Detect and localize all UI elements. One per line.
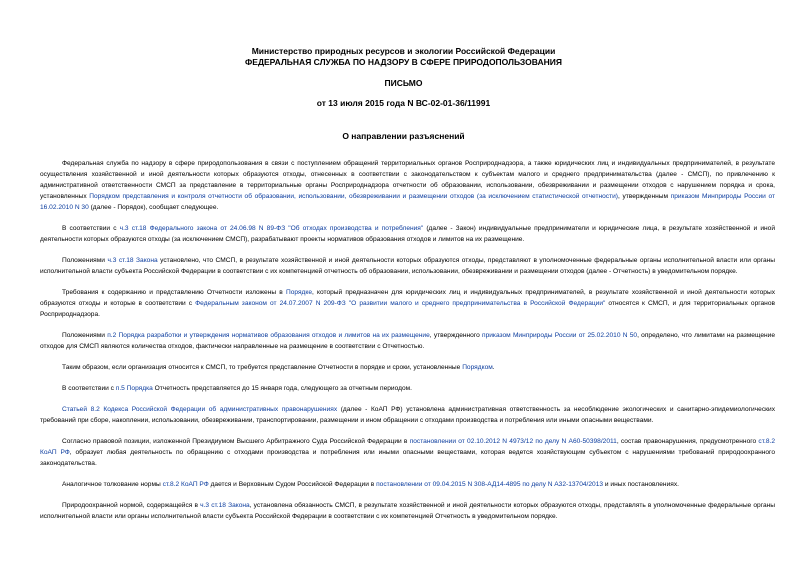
text: (далее - Порядок), сообщает следующее. — [88, 204, 219, 211]
doc-date-number: от 13 июля 2015 года N ВС-02-01-36/11991 — [316, 98, 491, 108]
paragraph-10 — [40, 479, 775, 490]
paragraph-4 — [40, 287, 775, 320]
text: Согласно правовой позиции, изложенной Президиумом Высшего Арбитражного Суда Российской Федерации в — [62, 438, 410, 445]
paragraph-2 — [40, 223, 775, 245]
text: Аналогичное толкование нормы — [62, 481, 163, 488]
text: , утвержденного — [429, 332, 482, 339]
text: Отчетность представляется до 15 января года, следующего за отчетным периодом. — [152, 385, 412, 392]
paragraph-8 — [40, 404, 775, 426]
text: (далее - Закон) индивидуальные предприниматели и юридические лица, в результате хозяйственной и иной деятельности которых образуются отходы (за исключением СМСП), разрабатывают проекты нормативов образования отходов и лимитов на их размещение. — [40, 225, 776, 243]
text: , утвержденным — [618, 193, 671, 200]
text: В соответствии с — [62, 225, 120, 232]
paragraph-11 — [40, 500, 775, 522]
link-koap-article-8-2[interactable]: Статьей 8.2 Кодекса Российской Федерации об административных правонарушениях — [62, 406, 338, 413]
paragraph-5 — [40, 330, 775, 352]
doc-type: ПИСЬМО — [384, 78, 423, 88]
text: дается и Верховным Судом Российской Федерации в — [208, 481, 377, 488]
text: и иных постановлениях. — [603, 481, 679, 488]
paragraph-6 — [40, 362, 775, 373]
text: В соответствии с — [62, 385, 116, 392]
service-name: ФЕДЕРАЛЬНАЯ СЛУЖБА ПО НАДЗОРУ В СФЕРЕ ПРИРОДОПОЛЬЗОВАНИЯ — [245, 57, 562, 67]
paragraph-7 — [40, 383, 775, 394]
link-limits-procedure[interactable]: п.2 Порядка разработки и утверждения нормативов образования отходов и лимитов на их размещение — [107, 332, 430, 339]
link-koap-8-2[interactable]: ст.8.2 КоАП РФ — [162, 481, 209, 488]
text: Федеральная служба по надзору в сфере природопользования в связи с поступлением обращений территориальных органов Росприроднадзора, а также юридических лиц и индивидуальных предпринимателей, в результате осуществления хозяйственной и иной деятельности которых образуются отходы, отнесенных в соответствии с законодательством к субъектам малого и среднего предпринимательства (далее - СМСП), по привлечению к административной ответственности СМСП за представление в территориальные органы Росприроднадзора отчетности об образовании, использовании, обезвреживании и размещении отходов с нарушением порядка и срока, установленных — [40, 160, 775, 200]
doc-subject: О направлении разъяснений — [342, 131, 465, 141]
text: Положениями — [62, 257, 108, 264]
text: , образует любая деятельность по обращению с отходами производства и потребления или иными опасными веществами, которая ведется хозяйствующим субъектом с нарушениями требований природоохранного законодательства. — [40, 449, 775, 467]
ministry-name: Министерство природных ресурсов и экологии Российской Федерации — [251, 46, 556, 56]
text: Природоохранной нормой, содержащейся в — [62, 502, 201, 509]
link-order-30[interactable]: приказом Минприроды России от 16.02.2010 N 30 — [40, 193, 775, 211]
text: . — [492, 364, 495, 371]
text: Таким образом, если организация относится к СМСП, то требуется представление Отчетности в порядке и сроки, установленные — [62, 364, 463, 371]
link-law-article-18[interactable]: ч.3 ст.18 Закона — [200, 502, 250, 509]
text: (далее - КоАП РФ) установлена административная ответственность за несоблюдение экологических и санитарно-эпидемиологических требований при сборе, накоплении, использовании, обезвреживании, транспортировании, размещении и ином обращении с отходами производства и потребления или иными опасными веществами. — [40, 406, 775, 424]
link-supreme-court-ruling[interactable]: постановлении от 09.04.2015 N 308-АД14-4895 по делу N А32-13704/2013 — [376, 481, 604, 488]
link-procedure[interactable]: Порядке — [285, 289, 312, 296]
paragraph-3 — [40, 255, 775, 277]
link-procedure[interactable]: Порядком — [462, 364, 493, 371]
text: Требования к содержанию и представлению Отчетности изложены в — [62, 289, 286, 296]
text: установлено, что СМСП, в результате хозяйственной и иной деятельности которых образуются отходы, представляют в уполномоченные федеральные органы исполнительной власти или органы исполнительной власти субъекта Российской Федерации в соответствии с их компетенцией отчетность об образовании, использовании, обезвреживании и размещении отходов (далее - Отчетность) в уведомительном порядке. — [40, 257, 775, 275]
letter-body — [40, 158, 775, 532]
text: , установлена обязанность СМСП, в результате хозяйственной и иной деятельности которых образуются отходы, представлять в уполномоченные федеральные органы исполнительной власти или органы исполнительной власти субъекта Российской Федерации в соответствии с их компетенцией Отчетность в уведомительном порядке. — [40, 502, 776, 520]
paragraph-1 — [40, 158, 775, 213]
header-block — [0, 46, 807, 68]
paragraph-9 — [40, 436, 775, 469]
link-koap-8-2[interactable]: ст.8.2 КоАП РФ — [40, 438, 775, 456]
text: , который предназначен для юридических лиц и индивидуальных предпринимателей, в результате хозяйственной и иной деятельности которых образуются отходы и которые в соответствии с — [40, 289, 775, 307]
text: относятся к СМСП, и для территориальных органов Росприроднадзора. — [40, 300, 775, 318]
text: , определено, что лимитами на размещение отходов для СМСП являются количества отходов, фактически направленные на размещение в соответствии с Отчетностью. — [40, 332, 775, 350]
link-procedure-item-5[interactable]: п.5 Порядка — [115, 385, 153, 392]
link-reporting-procedure[interactable]: Порядком представления и контроля отчетности об образовании, использовании, обезвреживании и размещении отходов (за исключением статистической отчетности) — [89, 193, 618, 200]
link-law-209fz[interactable]: Федеральным законом от 24.07.2007 N 209-ФЗ "О развитии малого и среднего предпринимательства в Российской Федерации" — [195, 300, 606, 307]
link-vas-ruling[interactable]: постановлении от 02.10.2012 N 4973/12 по делу N А60-50398/2011 — [409, 438, 617, 445]
text: , состав правонарушения, предусмотренного — [616, 438, 759, 445]
text: Положениями — [62, 332, 108, 339]
link-order-50[interactable]: приказом Минприроды России от 25.02.2010 N 50 — [482, 332, 638, 339]
link-law-article-18[interactable]: ч.3 ст.18 Закона — [107, 257, 158, 264]
link-law-89fz[interactable]: ч.3 ст.18 Федерального закона от 24.06.98 N 89-ФЗ "Об отходах производства и потребления" — [119, 225, 424, 232]
